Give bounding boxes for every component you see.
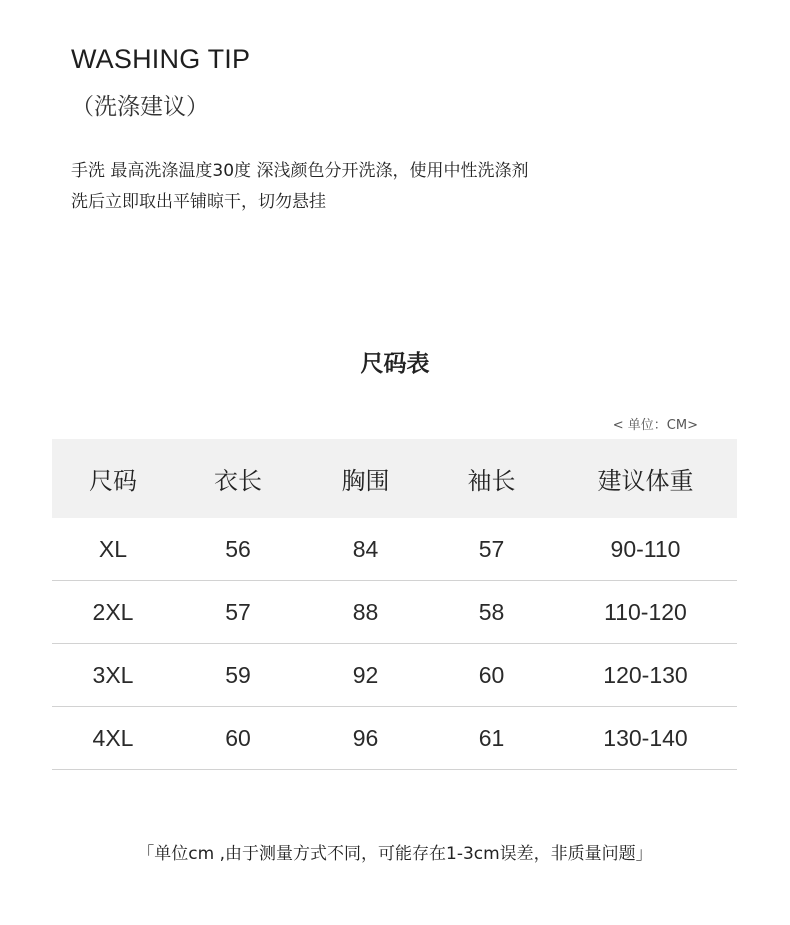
cell-size: 2XL bbox=[52, 581, 174, 644]
header-weight: 建议体重 bbox=[554, 439, 737, 518]
cell-sleeve: 61 bbox=[429, 707, 554, 770]
header-sleeve: 袖长 bbox=[429, 439, 554, 518]
cell-size: 3XL bbox=[52, 644, 174, 707]
washing-instruction-line: 洗后立即取出平铺晾干，切勿悬挂 bbox=[71, 192, 326, 212]
header-length: 衣长 bbox=[174, 439, 302, 518]
cell-size: XL bbox=[52, 518, 174, 581]
washing-instruction-line: 手洗 最高洗涤温度30度 深浅颜色分开洗涤，使用中性洗涤剂 bbox=[71, 161, 529, 181]
header-chest: 胸围 bbox=[302, 439, 429, 518]
cell-weight: 90-110 bbox=[554, 518, 737, 581]
cell-weight: 110-120 bbox=[554, 581, 737, 644]
table-row bbox=[52, 518, 737, 581]
washing-instructions bbox=[71, 156, 528, 218]
cell-size: 4XL bbox=[52, 707, 174, 770]
cell-length: 57 bbox=[174, 581, 302, 644]
washing-tip-title: WASHING TIP bbox=[71, 44, 251, 74]
size-table bbox=[52, 439, 737, 770]
header-size: 尺码 bbox=[52, 439, 174, 518]
cell-chest: 88 bbox=[302, 581, 429, 644]
measurement-footnote: 「单位cm ,由于测量方式不同，可能存在1-3cm误差，非质量问题」 bbox=[137, 844, 653, 864]
cell-chest: 84 bbox=[302, 518, 429, 581]
cell-chest: 96 bbox=[302, 707, 429, 770]
cell-length: 59 bbox=[174, 644, 302, 707]
size-chart-title: 尺码表 bbox=[360, 351, 430, 377]
table-row bbox=[52, 707, 737, 770]
size-table-header bbox=[52, 439, 737, 518]
cell-sleeve: 57 bbox=[429, 518, 554, 581]
cell-sleeve: 60 bbox=[429, 644, 554, 707]
table-row bbox=[52, 581, 737, 644]
cell-weight: 120-130 bbox=[554, 644, 737, 707]
cell-sleeve: 58 bbox=[429, 581, 554, 644]
washing-tip-subtitle: （洗涤建议） bbox=[71, 94, 209, 120]
unit-note: < 单位：CM> bbox=[612, 418, 698, 433]
cell-length: 56 bbox=[174, 518, 302, 581]
cell-length: 60 bbox=[174, 707, 302, 770]
cell-chest: 92 bbox=[302, 644, 429, 707]
table-row bbox=[52, 644, 737, 707]
cell-weight: 130-140 bbox=[554, 707, 737, 770]
